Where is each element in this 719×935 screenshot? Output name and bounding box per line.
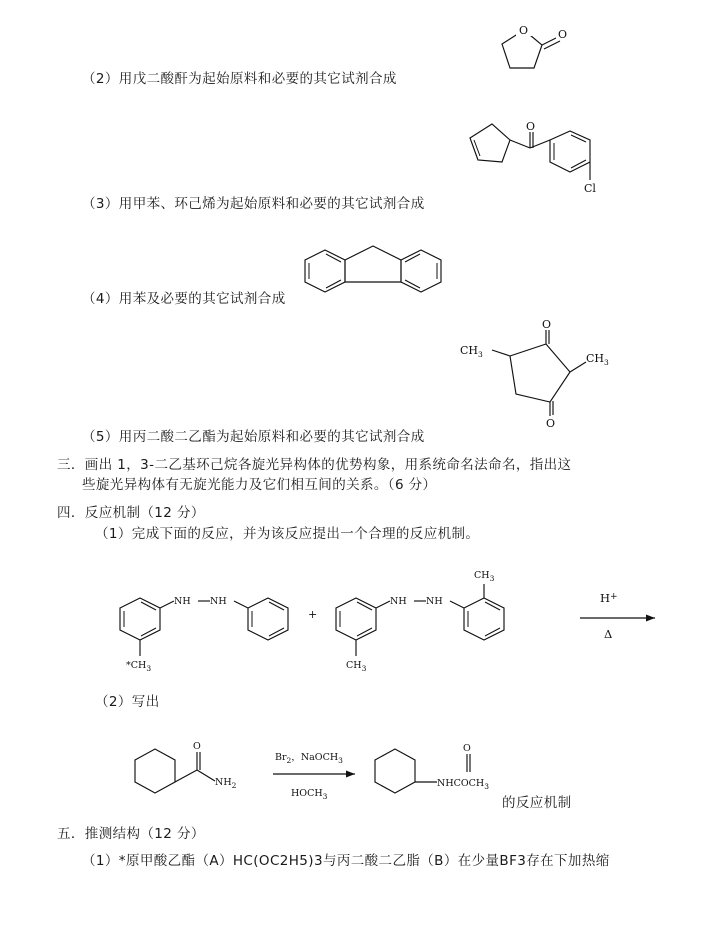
amide-nhcoch3-label: $NHCOCH_3$ — [437, 778, 489, 791]
reaction1-right-top-methyl-label: $CH_3$ — [474, 570, 495, 583]
reaction1-arrow-bottom-label: Δ — [604, 627, 613, 641]
methyl-left-label: $CH_3$ — [460, 344, 483, 359]
section-four-heading: 四．反应机制（12 分） — [57, 505, 205, 521]
reaction1-arrow-top-label: H+ — [600, 591, 618, 605]
section-five-heading: 五．推测结构（12 分） — [57, 826, 205, 842]
section-four-item2-tail: 的反应机制 — [502, 795, 572, 811]
reaction1-nh-label-4: NH — [426, 596, 443, 607]
question-3-text: （3）用甲苯、环己烯为起始原料和必要的其它试剂合成 — [82, 196, 425, 212]
question-4-text: （4）用苯及必要的其它试剂合成 — [82, 291, 286, 307]
lactone-carbonyl-oxygen-label: O — [558, 28, 568, 41]
section-four-item1: （1）完成下面的反应，并为该反应提出一个合理的反应机制。 — [95, 526, 480, 542]
section-three-line1: 三．画出 1，3-二乙基环己烷各旋光异构体的优势构象，用系统命名法命名，指出这 — [57, 457, 572, 473]
question-5-text: （5）用丙二酸二乙酯为起始原料和必要的其它试剂合成 — [82, 429, 425, 445]
structure-reaction-2 — [125, 722, 555, 814]
structure-cyclopentenyl-ketone — [466, 118, 666, 218]
structure-reaction-1 — [110, 560, 670, 685]
question-2-text: （2）用戊二酸酐为起始原料和必要的其它试剂合成 — [82, 71, 397, 87]
section-five-item1: （1）*原甲酸乙酯（A）HC(OC2H5)3与丙二酸二乙脂（B）在少量BF3存在下加热缩 — [82, 853, 610, 869]
amide-oxygen-right-label: O — [463, 743, 471, 754]
reaction1-nh-label-2: NH — [210, 596, 227, 607]
ketone-oxygen-label: O — [526, 120, 536, 133]
chlorine-label: Cl — [584, 182, 596, 195]
reaction2-reagent-top-label: $Br_2$，NaOCH$_3$ — [275, 752, 343, 765]
reaction1-right-bottom-methyl-label: $CH_3$ — [346, 660, 367, 673]
reaction1-nh-label-3: NH — [390, 596, 407, 607]
reaction1-plus-label: + — [308, 608, 318, 621]
reaction1-left-methyl-label: $*CH_3$ — [126, 660, 152, 673]
reaction2-reagent-bottom-label: $HOCH_3$ — [291, 788, 328, 801]
section-four-item2: （2）写出 — [95, 694, 160, 710]
amide-oxygen-left-label: O — [193, 741, 201, 752]
amide-nh2-label: $NH_2$ — [215, 777, 237, 790]
reaction1-nh-label-1: NH — [174, 596, 191, 607]
structure-fluorene — [297, 238, 457, 300]
section-three-line2: 些旋光异构体有无旋光能力及它们相互间的关系。（6 分） — [82, 477, 437, 493]
structure-dimethyl-cyclopentanedione — [458, 318, 628, 430]
lactone-ring-oxygen-label: O — [519, 24, 529, 37]
structure-lactone — [488, 18, 578, 80]
methyl-right-label: $CH_3$ — [586, 352, 609, 367]
dione-oxygen-bottom-label: O — [546, 417, 556, 430]
dione-oxygen-top-label: O — [542, 318, 552, 331]
